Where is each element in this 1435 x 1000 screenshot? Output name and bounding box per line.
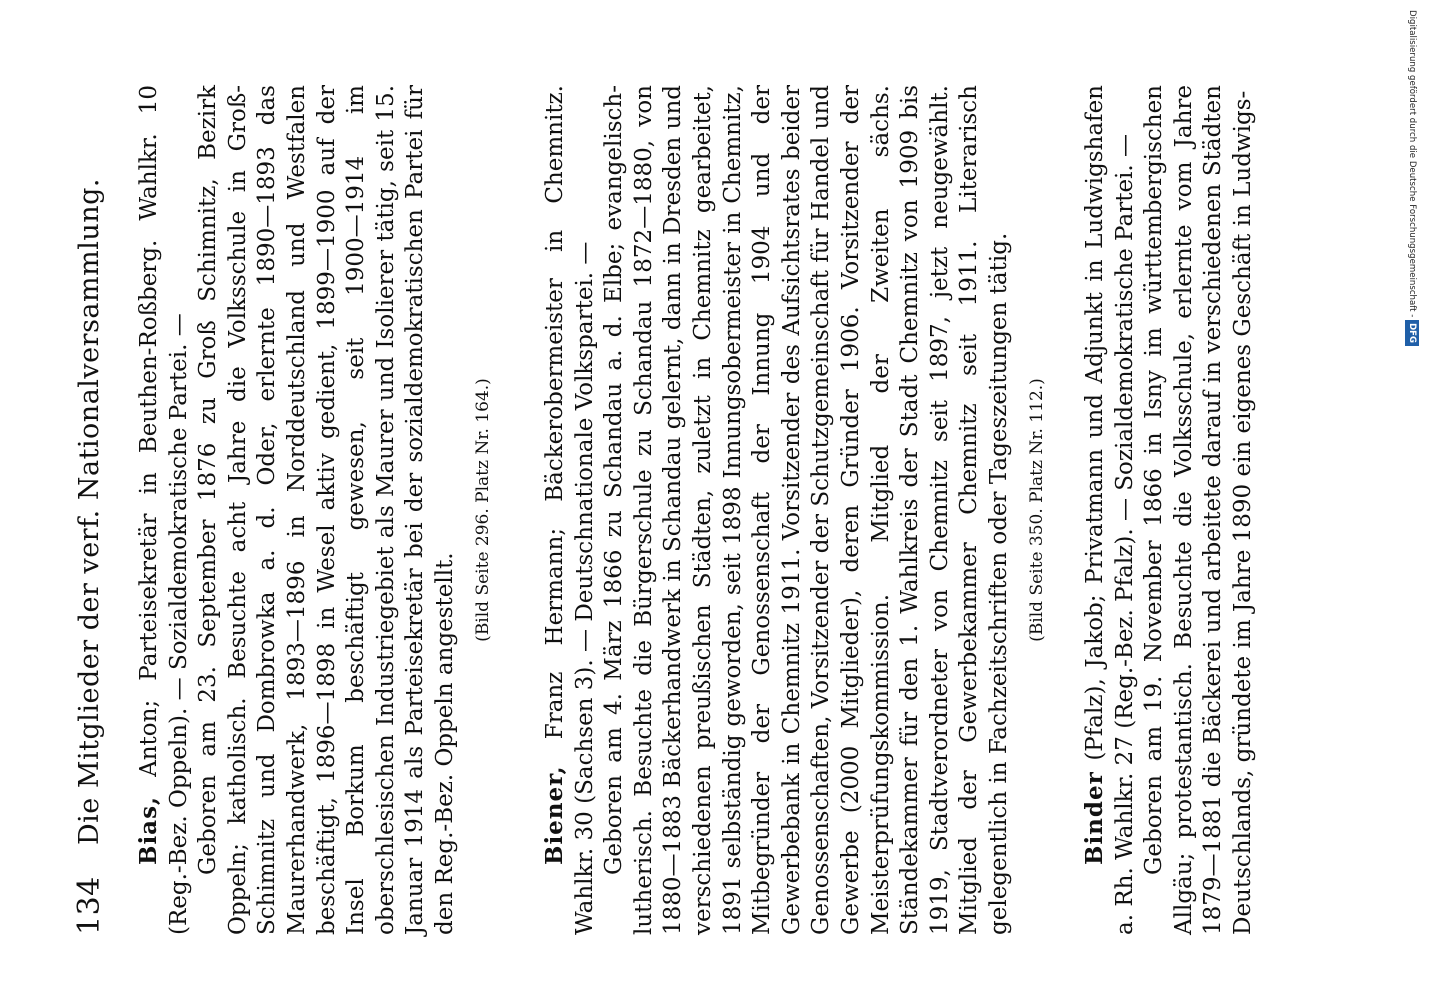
entry-heading-rest: (Pfalz), Jakob; Privatmann und Adjunkt in Ludwigshafen a. Rh. Wahlkr. 27 (Reg.-Bez. Pfalz). — Sozialdemokratische Partei. — — [1082, 85, 1138, 935]
entry-heading — [540, 85, 600, 935]
entry-heading — [134, 85, 194, 935]
running-title: Die Mitglieder der verf. Nationalversammlung. — [74, 177, 105, 845]
entry-name: Binder — [1081, 771, 1108, 865]
entry-binder — [1080, 85, 1259, 935]
entry-heading — [1080, 85, 1140, 935]
digitization-credit-text — [1400, 10, 1424, 420]
running-head — [70, 85, 110, 935]
plate-reference: (Bild Seite 350. Platz Nr. 112.) — [1026, 378, 1047, 642]
entry-biener — [540, 85, 1051, 935]
plate-reference: (Bild Seite 296. Platz Nr. 164.) — [472, 378, 493, 642]
rotated-page — [70, 85, 1350, 935]
page-number: 134 — [72, 876, 107, 935]
entry-bias — [134, 85, 497, 935]
entry-heading-rest: Franz Hermann; Bäckerobermeister in Chemnitz. Wahlkr. 30 (Sachsen 3). — Deutschnationale Volkspartei. — — [542, 85, 598, 935]
dfg-logo: DFG — [1406, 320, 1420, 346]
digitization-credit — [1402, 10, 1432, 420]
entry-body: Geboren am 4. März 1866 zu Schandau a. d. Elbe; evangelisch-lutherisch. Besuchte die Bürgerschule zu Schandau 1872—1880, von 1880—1883 Bäckerhandwerk in Schandau gelernt, dann in Dresden und verschiedenen preußischen Städten, zuletzt in Chemnitz gearbeitet, 1891 selbständig geworden, seit 1898 Innungsobermeister in Chemnitz, Mitbegründer der Genossenschaft der Innung 1904 und der Gewerbebank in Chemnitz 1911. Vorsitzender des Aufsichtsrates beider Genossenschaften, Vorsitzender der Schutzgemeinschaft für Handel und Gewerbe (2000 Mitglieder), deren Gründer 1906. Vorsitzender der Meisterprüfungskommission. Mitglied der Zweiten sächs. Ständekammer für den 1. Wahlkreis der Stadt Chemnitz von 1909 bis 1919, Stadtverordneter von Chemnitz seit 1897, jetzt neugewählt. Mitglied der Gewerbekammer Chemnitz seit 1911. Literarisch gelegentlich in Fachzeitschriften oder Tageszeitungen tätig. — [601, 85, 1012, 935]
entry-name: Bias, — [135, 795, 162, 865]
entry-body: Geboren am 23. September 1876 zu Groß Schimnitz, Bezirk Oppeln; katholisch. Besuchte acht Jahre die Volksschule in Groß-Schimnitz und Dombrowka a. d. Oder, erlernte 1890—1893 das Maurerhandwerk, 1893—1896 in Norddeutschland und Westfalen beschäftigt, 1896—1898 in Wesel aktiv gedient, 1899—1900 auf der Insel Borkum beschäftigt gewesen, seit 1900—1914 im oberschlesischen Industriegebiet als Maurer und Isolierer tätig, seit 15. Januar 1914 als Parteisekretär bei der sozialdemokratischen Partei für den Reg.-Bez. Oppeln angestellt. — [195, 85, 458, 935]
entry-name: Biener, — [541, 765, 568, 865]
entry-heading-rest: Anton; Parteisekretär in Beuthen-Roßberg. Wahlkr. 10 (Reg.-Bez. Oppeln). — Sozialdemokratische Partei. — — [136, 85, 192, 935]
page-content — [70, 85, 1350, 935]
credit-text: Digitalisierung gefördert durch die Deutsche Forschungsgemeinschaft - — [1407, 10, 1417, 318]
entry-body: Geboren am 19. November 1866 in Isny im württembergischen Allgäu; protestantisch. Besuchte die Volksschule, erlernte vom Jahre 1879—1881 die Bäckerei und arbeitete darauf in verschiedenen Städten Deutschlands, gründete im Jahre 1890 ein eigenes Geschäft in Ludwigs- — [1141, 85, 1256, 935]
